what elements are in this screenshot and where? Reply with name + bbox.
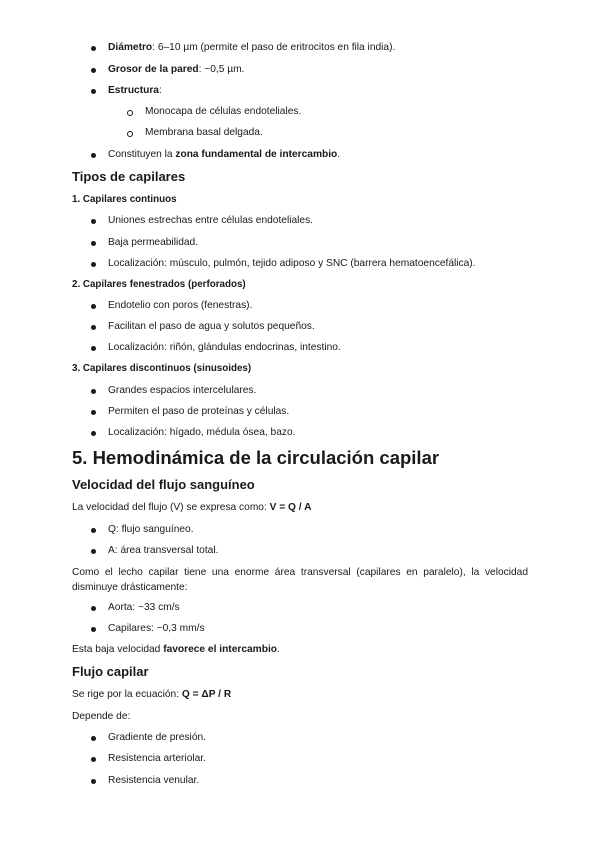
term-diametro: Diámetro <box>108 42 153 53</box>
bullet-icon <box>91 757 96 762</box>
list-item: Localización: músculo, pulmón, tejido adiposo y SNC (barrera hematoencefálica). <box>108 258 476 269</box>
flujo-intro-text: Se rige por la ecuación: <box>72 689 182 700</box>
list-item: Endotelio con poros (fenestras). <box>108 300 253 311</box>
intercambio-bold: zona fundamental de intercambio <box>175 149 338 160</box>
velocidad-formula: V = Q / A <box>269 502 312 513</box>
bullet-icon <box>91 346 96 351</box>
velocidad-paragraph: Como el lecho capilar tiene una enorme área transversal (capilares en paralelo), la velocidad disminuye drásticamente: <box>72 567 528 593</box>
list-item: Localización: hígado, médula ósea, bazo. <box>108 427 296 438</box>
list-item: Q: flujo sanguíneo. <box>108 524 194 535</box>
bullet-icon <box>91 46 96 51</box>
heading-continuos: 1. Capilares continuos <box>72 194 177 205</box>
list-item: Localización: riñón, glándulas endocrinas, intestino. <box>108 342 341 353</box>
bullet-icon <box>91 528 96 533</box>
heading-discontinuos: 3. Capilares discontinuos (sinusoides) <box>72 363 252 374</box>
bullet-icon <box>91 89 96 94</box>
bullet-icon <box>91 68 96 73</box>
bullet-icon <box>91 606 96 611</box>
circle-bullet-icon <box>127 131 133 137</box>
velocidad-conclusion <box>72 644 280 655</box>
bullet-icon <box>91 410 96 415</box>
bullet-icon <box>91 779 96 784</box>
term-grosor: Grosor de la pared <box>108 64 199 75</box>
list-item: Aorta: ~33 cm/s <box>108 602 180 613</box>
flujo-depende: Depende de: <box>72 711 131 722</box>
bullet-icon <box>91 325 96 330</box>
list-item: A: área transversal total. <box>108 545 219 556</box>
list-item: Uniones estrechas entre células endoteliales. <box>108 215 314 226</box>
flujo-intro <box>72 689 231 700</box>
term-estructura: Estructura <box>108 85 159 96</box>
velocidad-intro-text: La velocidad del flujo (V) se expresa como: <box>72 502 270 513</box>
heading-velocidad: Velocidad del flujo sanguíneo <box>72 477 255 492</box>
bullet-icon <box>91 431 96 436</box>
conclusion-pre: Esta baja velocidad <box>72 644 164 655</box>
list-item: Resistencia arteriolar. <box>108 753 206 764</box>
bullet-icon <box>91 219 96 224</box>
list-item-grosor <box>108 64 244 75</box>
heading-flujo: Flujo capilar <box>72 664 149 679</box>
conclusion-bold: favorece el intercambio <box>163 644 277 655</box>
bullet-icon <box>91 736 96 741</box>
list-item-intercambio <box>108 149 340 160</box>
list-item: Capilares: ~0,3 mm/s <box>108 623 205 634</box>
bullet-icon <box>91 241 96 246</box>
flujo-formula: Q = ΔP / R <box>181 689 232 700</box>
desc-estructura: : <box>158 85 162 96</box>
list-item: Baja permeabilidad. <box>108 237 199 248</box>
bullet-icon <box>91 389 96 394</box>
sublist-item: Monocapa de células endoteliales. <box>145 106 302 117</box>
sublist-item: Membrana basal delgada. <box>145 127 263 138</box>
desc-diametro: : 6–10 µm (permite el paso de eritrocitos en fila india). <box>152 42 396 53</box>
intercambio-post: . <box>337 149 341 160</box>
desc-grosor: : ~0,5 µm. <box>198 64 245 75</box>
intercambio-pre: Constituyen la <box>108 149 176 160</box>
section-title-hemodinamica: 5. Hemodinámica de la circulación capilar <box>72 447 440 468</box>
list-item: Grandes espacios intercelulares. <box>108 385 257 396</box>
list-item: Resistencia venular. <box>108 775 200 786</box>
bullet-icon <box>91 304 96 309</box>
list-item: Gradiente de presión. <box>108 732 206 743</box>
bullet-icon <box>91 262 96 267</box>
list-item-estructura <box>108 85 162 96</box>
heading-tipos: Tipos de capilares <box>72 169 186 184</box>
velocidad-intro <box>72 502 311 513</box>
bullet-icon <box>91 153 96 158</box>
list-item-diametro <box>108 42 395 53</box>
bullet-icon <box>91 549 96 554</box>
bullet-icon <box>91 627 96 632</box>
conclusion-post: . <box>277 644 280 655</box>
list-item: Facilitan el paso de agua y solutos pequeños. <box>108 321 315 332</box>
heading-fenestrados: 2. Capilares fenestrados (perforados) <box>72 279 246 290</box>
list-item: Permiten el paso de proteínas y células. <box>108 406 290 417</box>
circle-bullet-icon <box>127 110 133 116</box>
